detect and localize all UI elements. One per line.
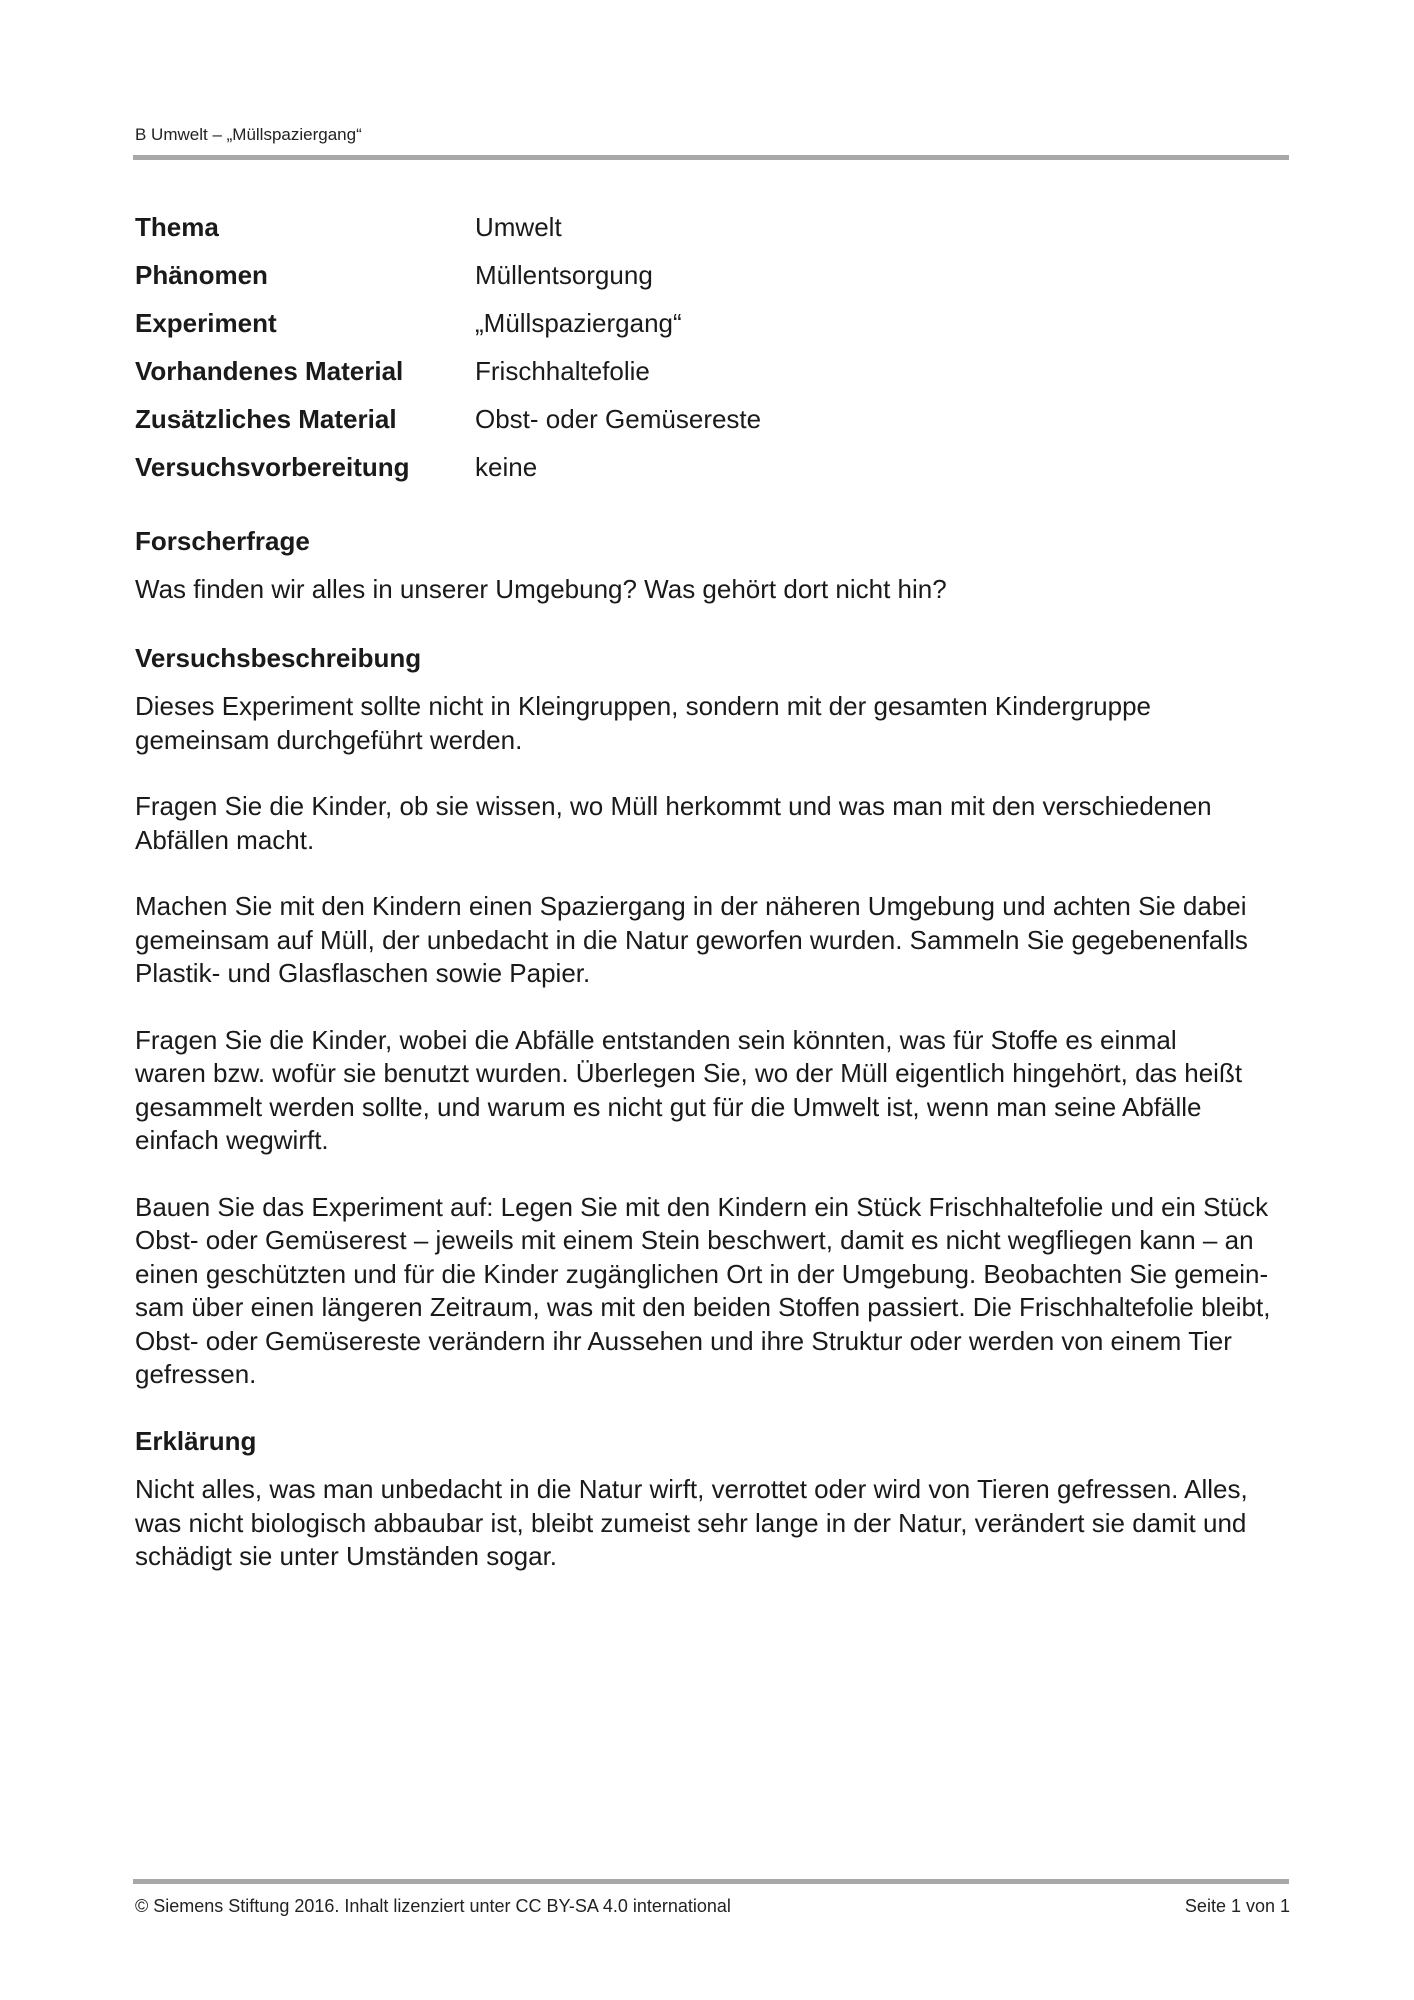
meta-key: Vorhandenes Material (135, 355, 404, 386)
meta-value: Umwelt (475, 211, 562, 242)
meta-row-experiment (135, 299, 761, 347)
section-title: Erklärung (135, 1426, 257, 1456)
meta-key: Thema (135, 211, 219, 242)
meta-row-thema (135, 203, 761, 251)
running-header: B Umwelt – „Müllspaziergang“ (135, 125, 362, 144)
paragraph: Bauen Sie das Experiment auf: Legen Sie mit den Kindern ein Stück Frischhaltefolie und ein Stück Obst- oder Gemüserest – jeweils mit einem Stein beschwert, damit es nicht wegfliegen kann – an einen geschützten und für die Kinder zugänglichen Ort in der Umgebung. Beobachten Sie gemein- sam über einen längeren Zeitraum, was mit den beiden Stoffen passiert. Die Frischhaltefolie bleibt, Obst- oder Gemüsereste verändern ihr Aussehen und ihre Struktur oder werden von einem Tier gefressen. (135, 1191, 1271, 1389)
meta-value: Frischhaltefolie (475, 355, 650, 386)
section-title: Versuchsbeschreibung (135, 643, 422, 673)
section-erklaerung (135, 1424, 1285, 1574)
section-title: Forscherfrage (135, 526, 310, 556)
meta-key: Versuchsvorbereitung (135, 451, 410, 482)
meta-value: Obst- oder Gemüsereste (475, 403, 762, 434)
header-divider (133, 155, 1289, 160)
paragraph: Nicht alles, was man unbedacht in die Natur wirft, verrottet oder wird von Tieren gefressen. Alles, was nicht biologisch abbaubar ist, bleibt zumeist sehr lange in der Natur, verändert sie damit und schädigt sie unter Umständen sogar. (135, 1474, 1248, 1571)
meta-row-versuchsvorbereitung (135, 443, 761, 491)
meta-key: Zusätzliches Material (135, 403, 397, 434)
meta-row-zusaetzliches-material (135, 395, 761, 443)
meta-row-vorhandenes-material (135, 347, 761, 395)
meta-table (135, 203, 761, 491)
meta-value: Müllentsorgung (475, 259, 653, 290)
meta-key: Experiment (135, 307, 277, 338)
footer-copyright: © Siemens Stiftung 2016. Inhalt lizenziert unter CC BY-SA 4.0 international (135, 1896, 731, 1916)
paragraph: Fragen Sie die Kinder, ob sie wissen, wo Müll herkommt und was man mit den verschiedenen Abfällen macht. (135, 791, 1212, 855)
paragraph: Machen Sie mit den Kindern einen Spaziergang in der näheren Umgebung und achten Sie dabei gemeinsam auf Müll, der unbedacht in die Natur geworfen wurden. Sammeln Sie gegebenenfalls Plastik- und Glasflaschen sowie Papier. (135, 891, 1248, 988)
paragraph: Fragen Sie die Kinder, wobei die Abfälle entstanden sein könnten, was für Stoffe es einmal waren bzw. wofür sie benutzt wurden. Überlegen Sie, wo der Müll eigentlich hingehört, das heißt gesammelt werden sollte, und warum es nicht gut für die Umwelt ist, wenn man seine Abfälle einfach wegwirft. (135, 1024, 1243, 1155)
section-text: Was finden wir alles in unserer Umgebung? Was gehört dort nicht hin? (135, 574, 947, 604)
meta-key: Phänomen (135, 259, 268, 290)
meta-value: „Müllspaziergang“ (475, 307, 682, 338)
section-forscherfrage (135, 524, 1285, 607)
page-number: Seite 1 von 1 (1184, 1896, 1290, 1916)
paragraph: Dieses Experiment sollte nicht in Kleingruppen, sondern mit der gesamten Kindergruppe gemeinsam durchgeführt werden. (135, 691, 1152, 755)
footer-divider (133, 1879, 1289, 1884)
meta-row-phaenomen (135, 251, 761, 299)
section-versuchsbeschreibung (135, 641, 1285, 1392)
meta-value: keine (475, 451, 538, 482)
